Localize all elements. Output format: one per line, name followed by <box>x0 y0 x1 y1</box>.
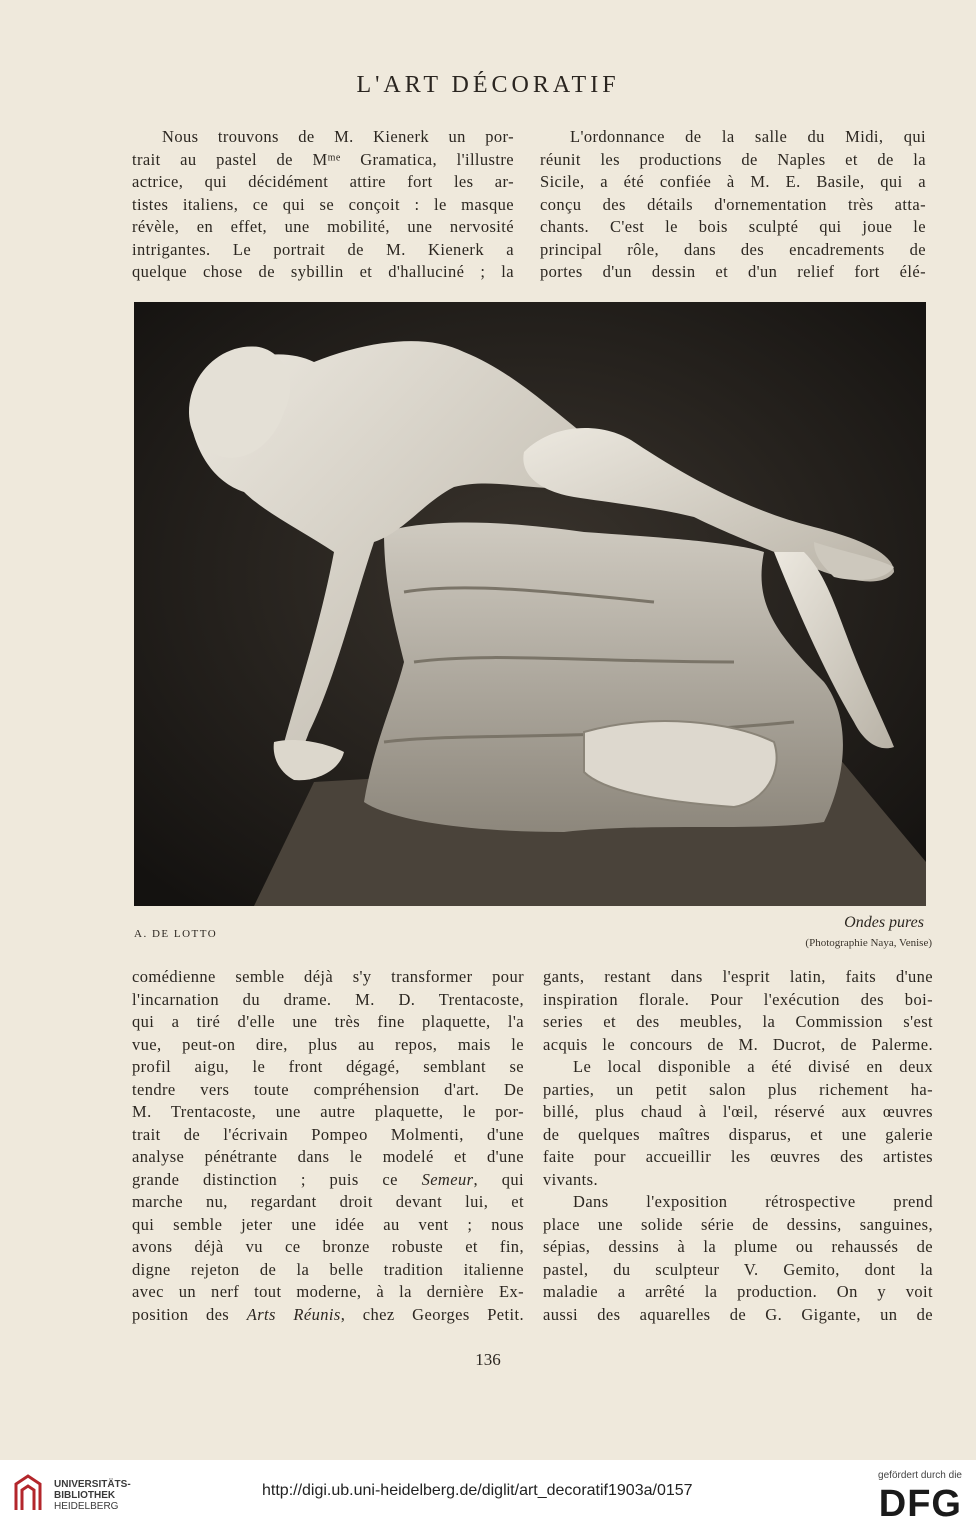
text-line: L'ordonnance de la salle du Midi, qui <box>570 127 926 146</box>
text-run: grande distinction ; puis ce <box>132 1169 398 1189</box>
funding-note: gefördert durch die <box>878 1470 962 1481</box>
text-line: billé, plus chaud à l'œil, réservé aux œuvres <box>543 1102 933 1121</box>
text-line: quelque chose de sybillin et d'halluciné ; la <box>132 262 514 281</box>
text-line: aussi des aquarelles de G. Gigante, un de <box>543 1304 933 1324</box>
text-line: trait au pastel de Mᵐᵉ Gramatica, l'illustre <box>132 149 514 169</box>
text-line: Nous trouvons de M. Kienerk un por- <box>162 127 514 146</box>
text-line: réunit les productions de Naples et de la <box>540 149 926 169</box>
text-line: avons déjà vu ce bronze robuste et fin, <box>132 1237 524 1256</box>
text-line: analyse pénétrante dans le modelé et d'une <box>132 1147 524 1166</box>
sculpture-illustration <box>134 302 926 906</box>
digitization-footer <box>0 1460 976 1531</box>
caption-title: Ondes pures <box>844 914 924 931</box>
text-line: portes d'un dessin et d'un relief fort élé- <box>540 262 926 281</box>
text-run: position des <box>132 1304 230 1324</box>
text-line: tistes italiens, ce qui se conçoit : le masque <box>132 194 514 214</box>
text-line: trait de l'écrivain Pompeo Molmenti, d'une <box>132 1124 524 1144</box>
italic-title: Semeur <box>421 1169 474 1189</box>
text-line: révèle, en effet, une mobilité, une nervosité <box>132 217 514 236</box>
text-line: de quelques maîtres disparus, et une galerie <box>543 1124 933 1144</box>
library-logo-icon <box>12 1474 44 1514</box>
library-name <box>54 1479 131 1512</box>
text-line: avec un nerf tout moderne, à la dernière Ex- <box>132 1282 524 1301</box>
text-line: actrice, qui décidément attire fort les ar- <box>132 172 514 191</box>
sculpture-photograph <box>134 302 926 906</box>
text-line <box>132 1304 524 1327</box>
text-line: marche nu, regardant droit devant lui, et <box>132 1192 524 1211</box>
permalink-url[interactable]: http://digi.ub.uni-heidelberg.de/diglit/art_decoratif1903a/0157 <box>262 1482 693 1499</box>
text-line: intrigantes. Le portrait de M. Kienerk a <box>132 239 514 259</box>
text-line: profil aigu, le front dégagé, semblant se <box>132 1057 524 1076</box>
caption-artist: A. DE LOTTO <box>134 928 218 940</box>
text-column-bottom-left <box>132 966 524 1326</box>
text-line: gants, restant dans l'esprit latin, faits d'une <box>543 967 933 986</box>
page-number: 136 <box>475 1350 501 1369</box>
text-column-top-right <box>540 126 926 284</box>
text-run: , chez Georges Petit. <box>340 1304 524 1324</box>
caption-photo-credit: (Photographie Naya, Venise) <box>805 937 932 949</box>
text-line: vivants. <box>543 1169 598 1189</box>
text-column-bottom-right <box>543 966 933 1326</box>
running-title: L'ART DÉCORATIF <box>356 72 620 98</box>
text-line: Dans l'exposition rétrospective prend <box>573 1192 933 1211</box>
text-line: qui a tiré d'elle une très fine plaquette, l'a <box>132 1012 524 1031</box>
library-name-line: UNIVERSITÄTS- <box>54 1479 131 1490</box>
text-line: series et des meubles, la Commission s'est <box>543 1012 933 1031</box>
text-line: conçu des détails d'ornementation très atta- <box>540 194 926 214</box>
library-name-line: HEIDELBERG <box>54 1501 119 1512</box>
text-line: place une solide série de dessins, sanguines, <box>543 1214 933 1234</box>
text-line: pastel, du sculpteur V. Gemito, dont la <box>543 1259 933 1279</box>
text-line: sépias, dessins à la plume ou rehaussés de <box>543 1237 933 1256</box>
text-line: tendre vers toute compréhension d'art. De <box>132 1079 524 1099</box>
text-line: parties, un petit salon plus richement ha- <box>543 1079 933 1099</box>
text-line: comédienne semble déjà s'y transformer pour <box>132 967 524 986</box>
text-line: maladie a arrêté la production. On y voit <box>543 1282 933 1301</box>
text-line: Le local disponible a été divisé en deux <box>573 1057 933 1076</box>
text-line: digne rejeton de la belle tradition italienne <box>132 1259 524 1279</box>
text-line: principal rôle, dans des encadrements de <box>540 239 926 259</box>
text-line: faite pour accueillir les œuvres des artistes <box>543 1147 933 1166</box>
text-line: chants. C'est le bois sculpté qui joue le <box>540 217 926 236</box>
text-line: qui semble jeter une idée au vent ; nous <box>132 1214 524 1234</box>
text-line: Sicile, a été confiée à M. E. Basile, qui a <box>540 172 926 191</box>
library-name-line: BIBLIOTHEK <box>54 1490 116 1501</box>
dfg-logo: DFG <box>878 1483 962 1525</box>
text-line: l'incarnation du drame. M. D. Trentacoste, <box>132 989 524 1009</box>
italic-title: Arts Réunis <box>246 1304 341 1324</box>
text-line: inspiration florale. Pour l'exécution des boi- <box>543 989 933 1009</box>
text-line: vue, peut-on dire, plus au repos, mais le <box>132 1034 524 1054</box>
text-line: M. Trentacoste, une autre plaquette, le por- <box>132 1102 524 1121</box>
text-column-top-left <box>132 126 514 284</box>
text-line <box>132 1169 524 1192</box>
text-run: , qui <box>473 1169 524 1189</box>
text-line: acquis le concours de M. Ducrot, de Palerme. <box>543 1034 933 1054</box>
